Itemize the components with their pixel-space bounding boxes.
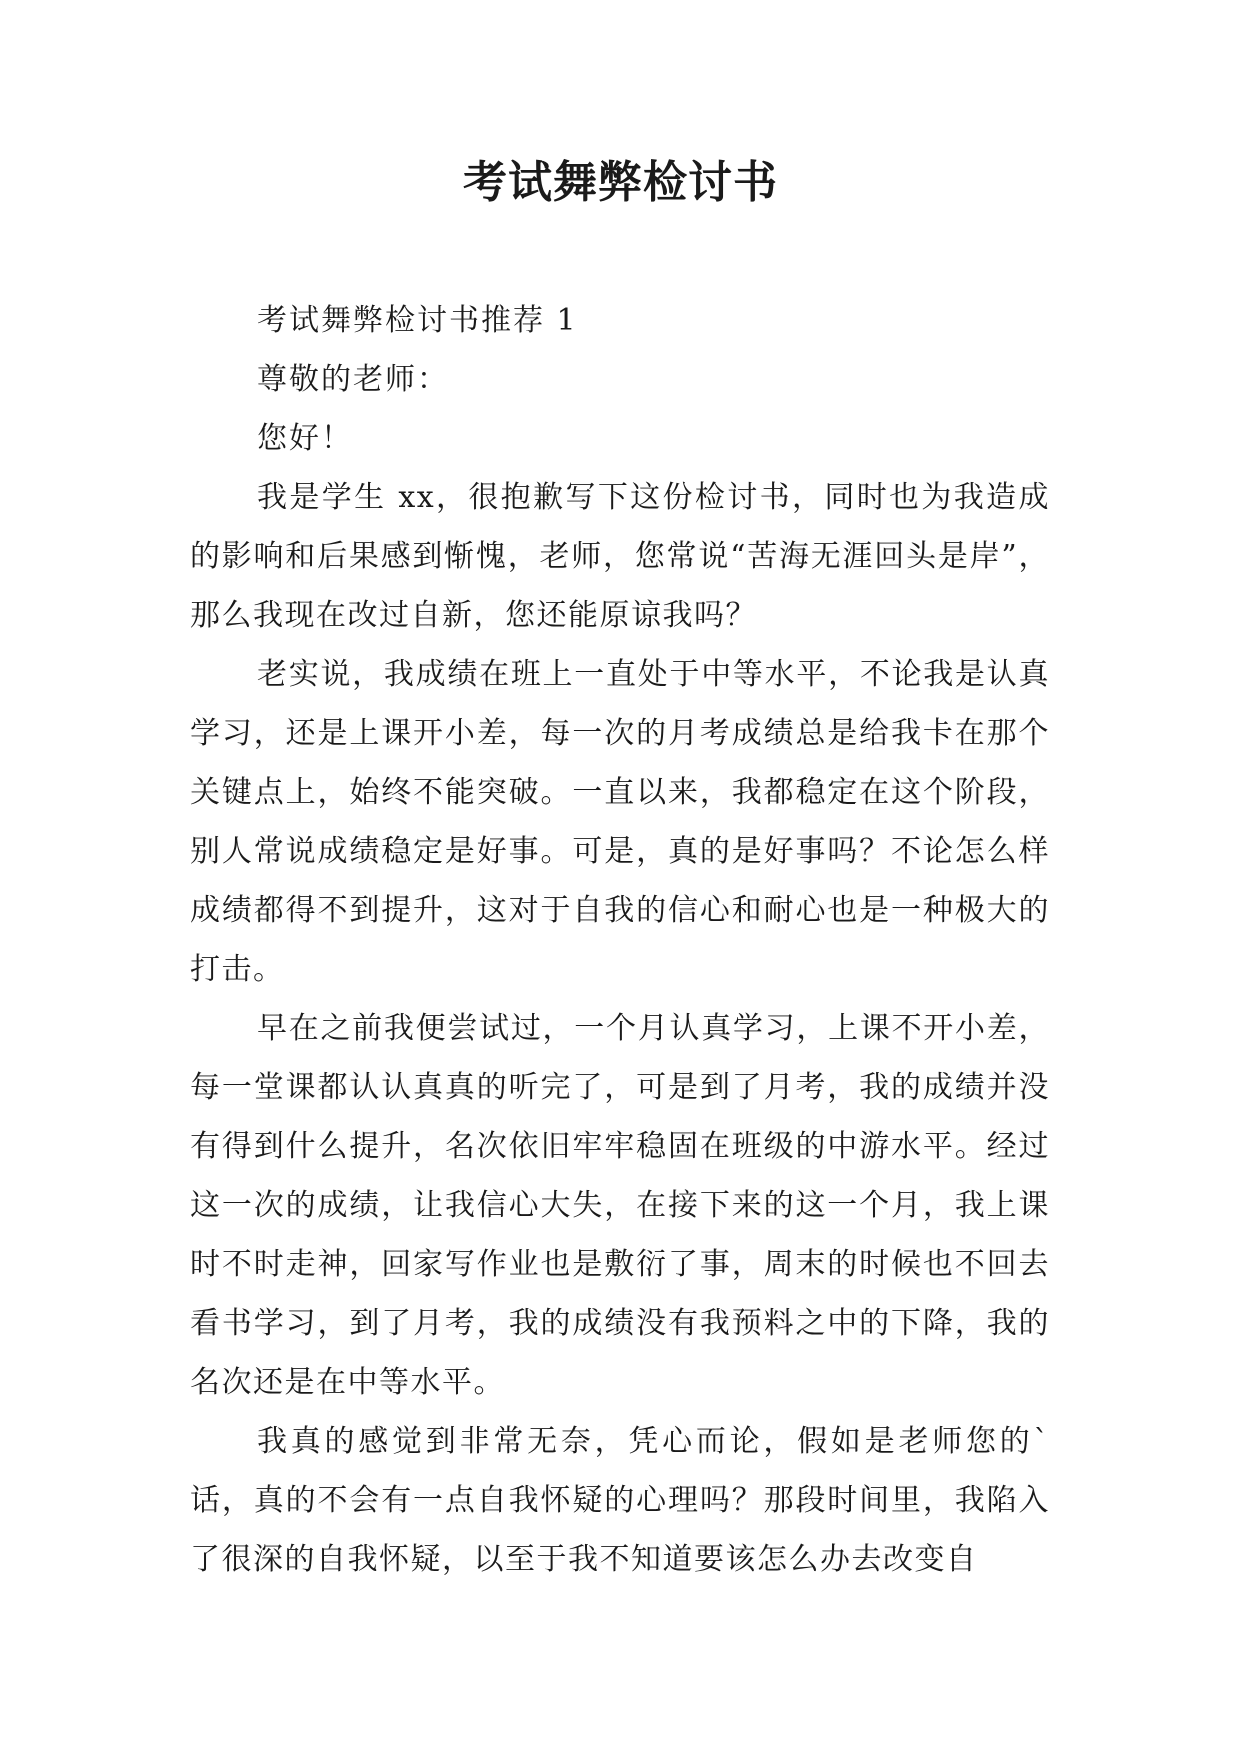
document-body <box>190 291 1050 1589</box>
body-paragraph: 我是学生 xx，很抱歉写下这份检讨书，同时也为我造成的影响和后果感到惭愧，老师，您常说“苦海无涯回头是岸”，那么我现在改过自新，您还能原谅我吗？ <box>190 480 1050 633</box>
salutation: 尊敬的老师： <box>257 362 449 397</box>
greeting: 您好！ <box>257 421 353 456</box>
body-paragraph: 我真的感觉到非常无奈，凭心而论，假如是老师您的`话，真的不会有一点自我怀疑的心理吗？那段时间里，我陷入了很深的自我怀疑，以至于我不知道要该怎么办去改变自 <box>190 1424 1050 1577</box>
body-paragraph: 老实说，我成绩在班上一直处于中等水平，不论我是认真学习，还是上课开小差，每一次的月考成绩总是给我卡在那个关键点上，始终不能突破。一直以来，我都稳定在这个阶段，别人常说成绩稳定是好事。可是，真的是好事吗？不论怎么样成绩都得不到提升，这对于自我的信心和耐心也是一种极大的打击。 <box>190 657 1050 987</box>
document-title: 考试舞弊检讨书 <box>463 157 778 208</box>
body-paragraph: 早在之前我便尝试过，一个月认真学习，上课不开小差，每一堂课都认认真真的听完了，可是到了月考，我的成绩并没有得到什么提升，名次依旧牢牢稳固在班级的中游水平。经过这一次的成绩，让我信心大失，在接下来的这一个月，我上课时不时走神，回家写作业也是敷衍了事，周末的时候也不回去看书学习，到了月考，我的成绩没有我预料之中的下降，我的名次还是在中等水平。 <box>190 1011 1050 1400</box>
section-heading: 考试舞弊检讨书推荐 1 <box>257 303 578 338</box>
